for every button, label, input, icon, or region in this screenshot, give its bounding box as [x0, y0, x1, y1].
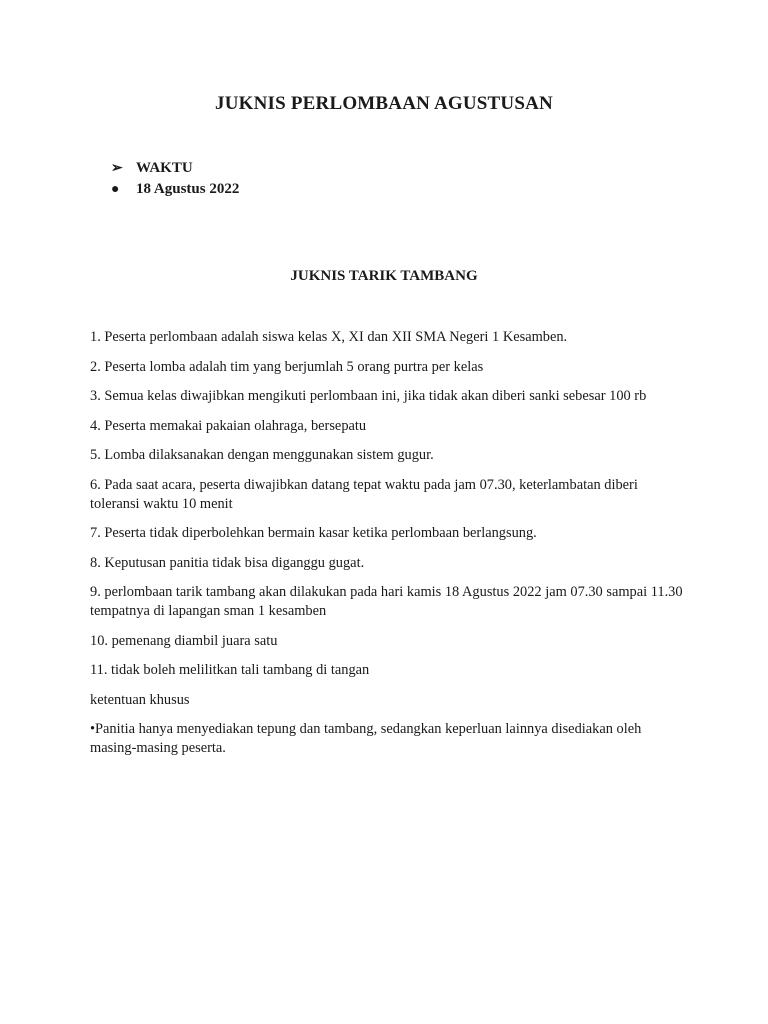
rule-item: 3. Semua kelas diwajibkan mengikuti perlombaan ini, jika tidak akan diberi sanki sebesar 100 rb [90, 388, 647, 404]
rule-item: 8. Keputusan panitia tidak bisa diganggu gugat. [90, 554, 365, 571]
rule-item: 9. perlombaan tarik tambang akan dilakukan pada hari kamis 18 Agustus 2022 jam 07.30 sampai 11.30 tempatnya di lapangan sman 1 kesamben [90, 584, 683, 619]
dot-bullet-icon: ● [111, 181, 120, 197]
document-title: JUKNIS PERLOMBAAN AGUSTUSAN [215, 93, 553, 114]
bullet-item-date [111, 179, 239, 200]
special-provisions-heading: ketentuan khusus [90, 691, 190, 708]
rule-item: 1. Peserta perlombaan adalah siswa kelas X, XI dan XII SMA Negeri 1 Kesamben. [90, 329, 568, 345]
section-title: JUKNIS TARIK TAMBANG [290, 268, 478, 284]
rules-list [90, 328, 690, 769]
rule-item: 5. Lomba dilaksanakan dengan menggunakan sistem gugur. [90, 447, 434, 463]
arrow-bullet-icon: ➢ [111, 161, 123, 176]
bullet-item-waktu [111, 158, 239, 179]
rule-item: 4. Peserta memakai pakaian olahraga, bersepatu [90, 417, 367, 434]
rule-item: 11. tidak boleh melilitkan tali tambang di tangan [90, 662, 370, 678]
rule-item: 7. Peserta tidak diperbolehkan bermain kasar ketika perlombaan berlangsung. [90, 525, 537, 541]
bullet-label: 18 Agustus 2022 [136, 181, 240, 197]
rule-item: 6. Pada saat acara, peserta diwajibkan datang tepat waktu pada jam 07.30, keterlambatan diberi toleransi waktu 10 menit [90, 476, 638, 512]
info-bullet-list [111, 158, 239, 200]
bullet-label: WAKTU [136, 160, 193, 176]
special-provision-item: •Panitia hanya menyediakan tepung dan tambang, sedangkan keperluan lainnya disediakan oleh masing-masing peserta. [90, 721, 642, 756]
rule-item: 2. Peserta lomba adalah tim yang berjumlah 5 orang purtra per kelas [90, 358, 484, 375]
rule-item: 10. pemenang diambil juara satu [90, 632, 278, 649]
